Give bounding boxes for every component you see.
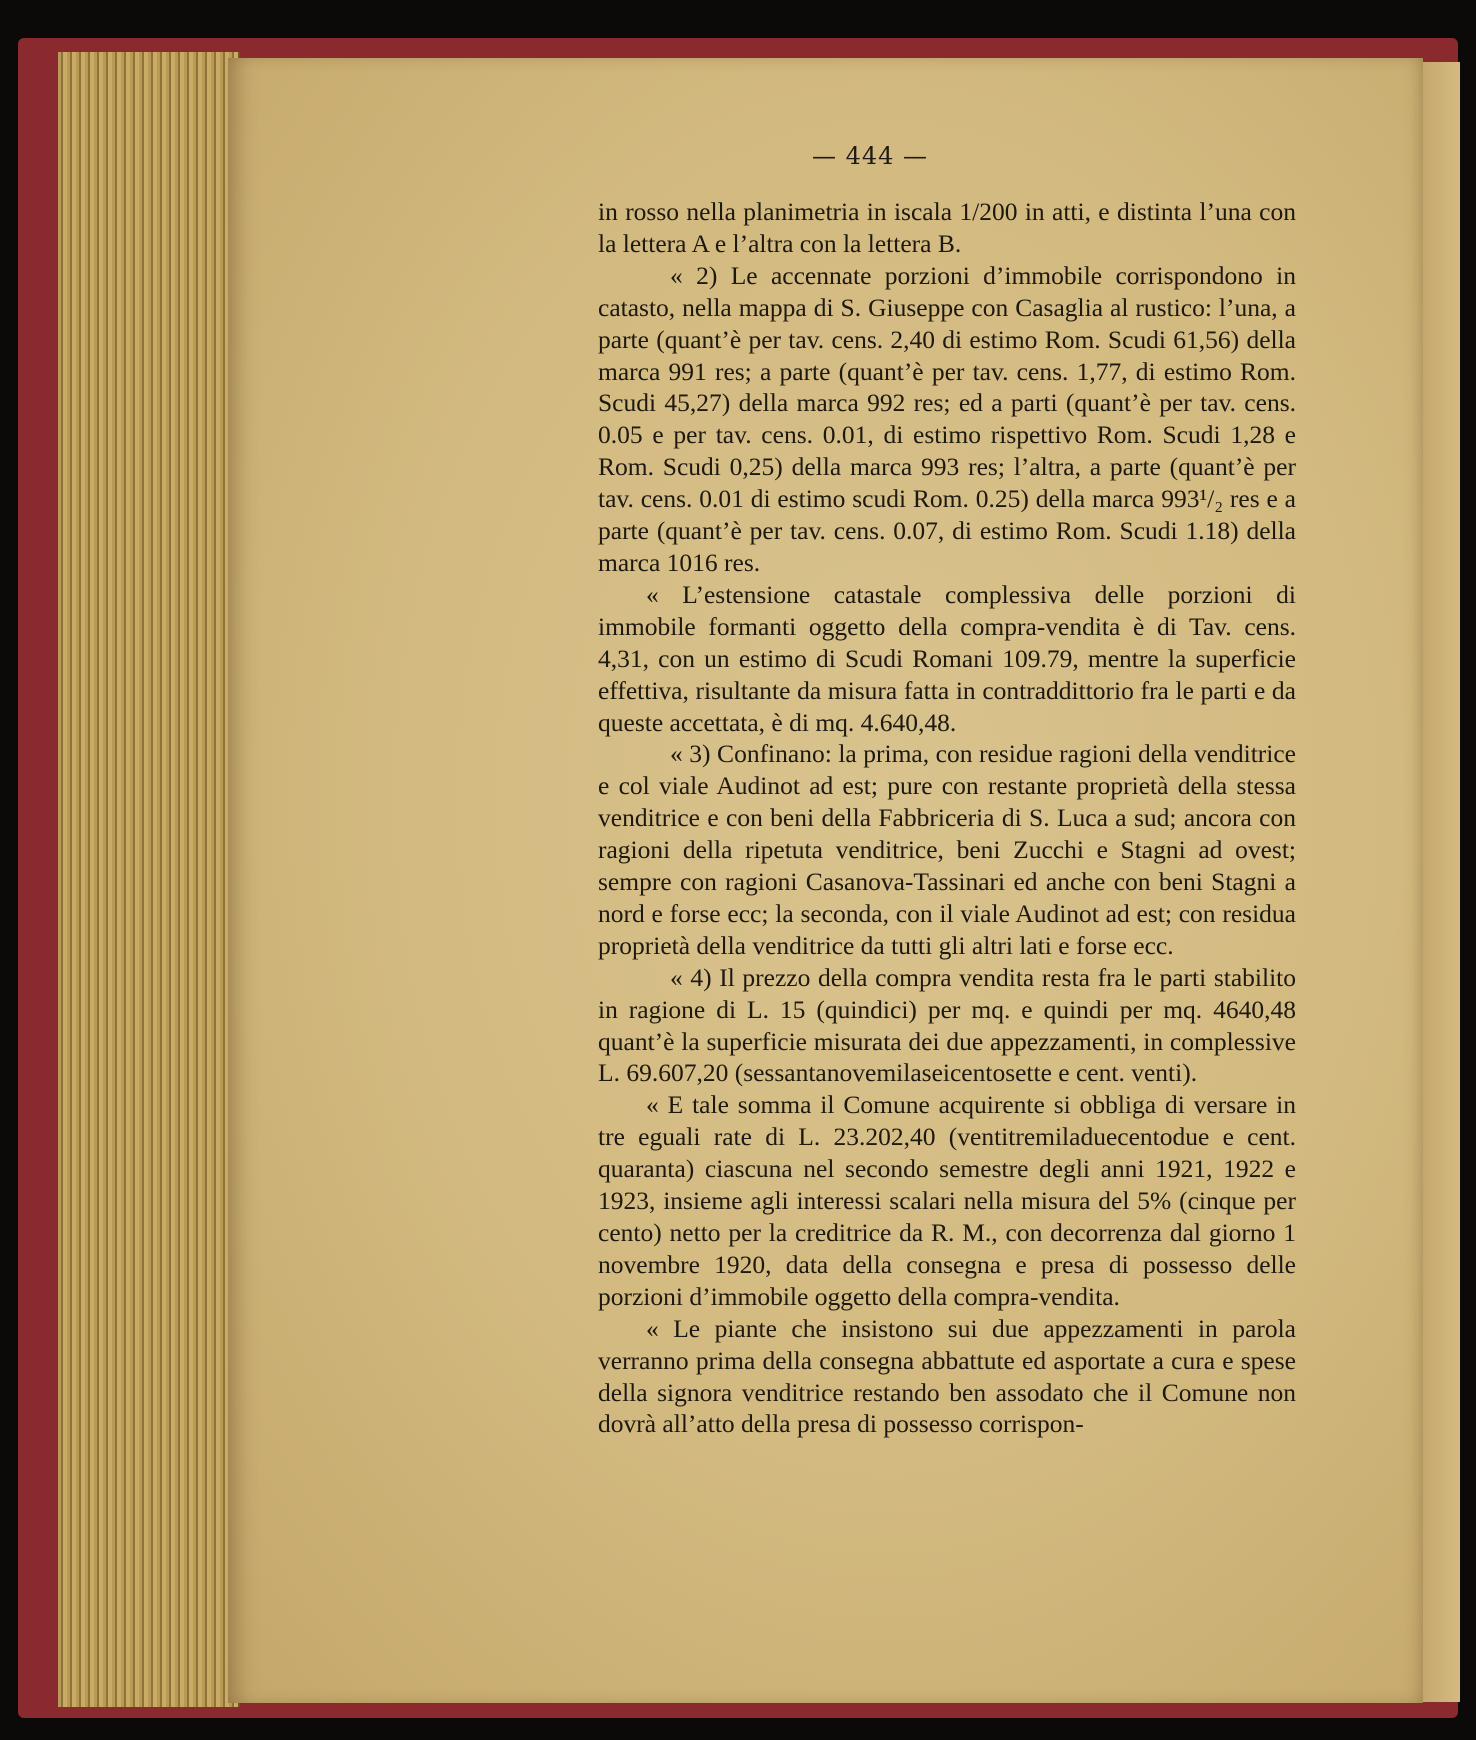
paragraph: « 4) Il prezzo della compra vendita resta fra le parti stabilito in ragione di L. 15 (quindici) per mq. e quindi per mq. 4640,48 quant’è la superficie misurata dei due appezzamenti, in complessive L. 69.607,20 (sessantanovemilaseicentosette e cent. venti). — [598, 962, 1296, 1088]
paragraph: « Le piante che insistono sui due appezzamenti in parola verranno prima della consegna abbattute ed asportate a cura e spese della signora venditrice restando ben assodato che il Comune non dovrà all’atto della presa di possesso corrispon- — [598, 1313, 1296, 1439]
paragraph: « L’estensione catastale complessiva delle porzioni di immobile formanti oggetto della compra-vendita è di Tav. cens. 4,31, con un estimo di Scudi Romani 109.79, mentre la superficie effettiva, risultante da misura fatta in contraddittorio fra le parti e da queste accettata, è di mq. 4.640,48. — [598, 579, 1296, 737]
paragraph: « 3) Confinano: la prima, con residue ragioni della venditrice e col viale Audinot ad est; pure con restante proprietà della stessa venditrice e con beni della Fabbriceria di S. Luca a sud; ancora con ragioni della ripetuta venditrice, beni Zucchi e Stagni ad ovest; sempre con ragioni Casanova-Tassinari ed anche con beni Stagni a nord e forse ecc; la seconda, con il viale Audinot ad est; con residua proprietà della venditrice da tutti gli altri lati e forse ecc. — [598, 739, 1296, 960]
paragraph: « 2) Le accennate porzioni d’immobile corrispondono in catasto, nella mappa di S. Giuseppe con Casaglia al rustico: l’una, a parte (quant’è per tav. cens. 2,40 di estimo Rom. Scudi 61,56) della marca 991 res; a parte (quant’è per tav. cens. 1,77, di estimo Rom. Scudi 45,27) della marca 992 res; ed a parti (quant’è per tav. cens. 0.05 e per tav. cens. 0.01, di estimo rispettivo Rom. Scudi 1,28 e Rom. Scudi 0,25) della marca 993 res; l’altra, a parte (quant’è per tav. cens. 0.01 di estimo scudi Rom. 0.25) della marca 993¹/₂ res e a parte (quant’è per tav. cens. 0.07, di estimo Rom. Scudi 1.18) della marca 1016 res. — [598, 260, 1296, 577]
page-body-text — [598, 196, 1296, 1440]
paragraph: « E tale somma il Comune acquirente si obbliga di versare in tre eguali rate di L. 23.202,40 (ventitremiladuecentodue e cent. quaranta) ciascuna nel secondo semestre degli anni 1921, 1922 e 1923, insieme agli interessi scalari nella misura del 5% (cinque per cento) netto per la creditrice da R. M., con decorrenza dal giorno 1 novembre 1920, data della consegna e presa di possesso delle porzioni d’immobile oggetto della compra-vendita. — [598, 1090, 1296, 1311]
paragraph: in rosso nella planimetria in iscala 1/200 in atti, e distinta l’una con la lettera A e l’altra con la lettera B. — [598, 197, 1296, 258]
page-stack-edge — [58, 52, 240, 1707]
page-number: — 444 — — [811, 142, 929, 170]
